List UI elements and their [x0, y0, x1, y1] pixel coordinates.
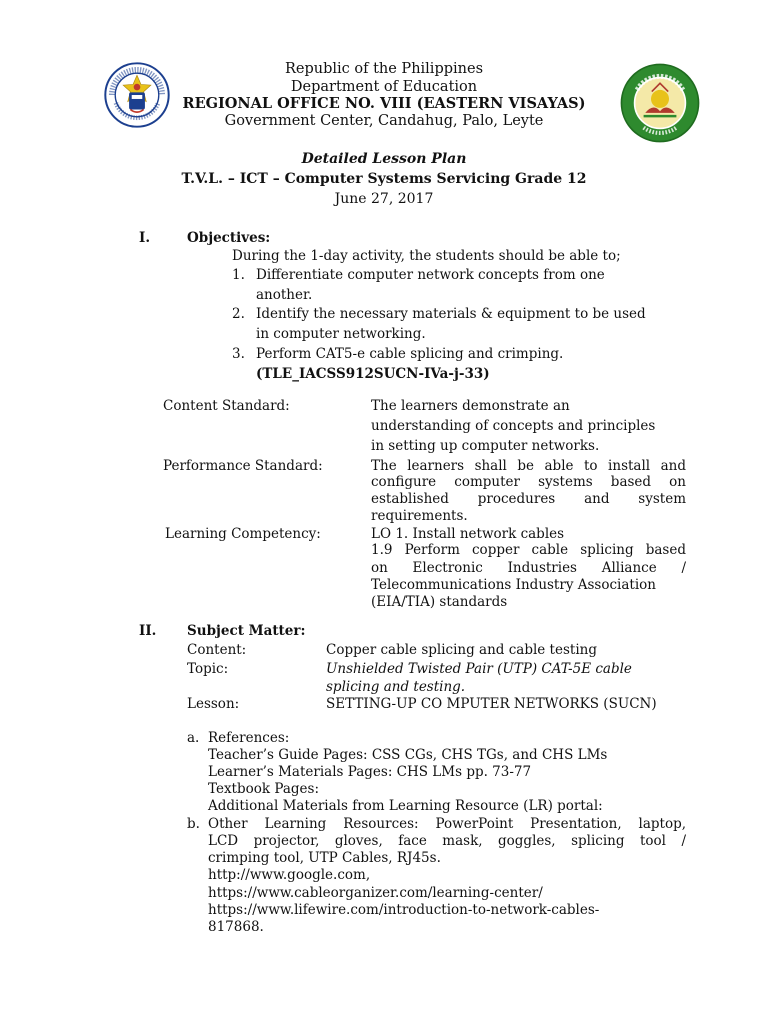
- learning-competency-label: Learning Competency:: [165, 526, 321, 542]
- lesson-label: Lesson:: [187, 696, 240, 712]
- content-standard-label: Content Standard:: [163, 398, 290, 414]
- header-line-republic: Republic of the Philippines: [284, 61, 484, 77]
- objective-3-text: Perform CAT5-e cable splicing and crimping.: [256, 346, 564, 362]
- header-line-department: Department of Education: [290, 79, 478, 95]
- performance-standard-line-2: configure computer systems based on: [371, 474, 686, 490]
- lesson-date: June 27, 2017: [334, 191, 434, 207]
- section-2-heading: Subject Matter:: [187, 623, 306, 639]
- other-resources-line-2: LCD projector, gloves, face mask, goggles, splicing tool /: [208, 833, 686, 849]
- lesson-value: SETTING-UP CO MPUTER NETWORKS (SUCN): [326, 696, 657, 712]
- topic-label: Topic:: [187, 661, 229, 677]
- references-line-2: Learner’s Materials Pages: CHS LMs pp. 73-77: [208, 764, 532, 780]
- link-cableorganizer[interactable]: https://www.cableorganizer.com/learning-center/: [208, 885, 543, 901]
- references-label: References:: [208, 730, 290, 746]
- document-title: Detailed Lesson Plan: [301, 151, 467, 167]
- content-standard-line-1: The learners demonstrate an: [371, 398, 570, 414]
- subject-line: T.V.L. – ICT – Computer Systems Servicing Grade 12: [181, 171, 587, 187]
- objective-1-text-cont: another.: [256, 287, 313, 303]
- header-line-regional-office: REGIONAL OFFICE NO. VIII (EASTERN VISAYAS): [182, 95, 586, 112]
- link-lifewire-cont[interactable]: 817868.: [208, 919, 264, 935]
- other-resources-letter: b.: [187, 816, 200, 832]
- content-standard-line-2: understanding of concepts and principles: [371, 418, 656, 434]
- learning-competency-line-4: Telecommunications Industry Association: [371, 577, 656, 593]
- references-line-1: Teacher’s Guide Pages: CSS CGs, CHS TGs, and CHS LMs: [208, 747, 608, 763]
- objective-2-number: 2.: [232, 306, 245, 322]
- performance-standard-label: Performance Standard:: [163, 458, 323, 474]
- competency-code: (TLE_IACSS912SUCN-IVa-j-33): [256, 366, 490, 382]
- performance-standard-line-3: established procedures and system: [371, 491, 686, 507]
- objective-3-number: 3.: [232, 346, 245, 362]
- objective-1-text: Differentiate computer network concepts from one: [256, 267, 605, 283]
- content-value: Copper cable splicing and cable testing: [326, 642, 597, 658]
- topic-value-line-1: Unshielded Twisted Pair (UTP) CAT-5E cable: [326, 661, 632, 677]
- section-2-number: II.: [139, 623, 157, 639]
- references-line-3: Textbook Pages:: [208, 781, 319, 797]
- objective-2-text: Identify the necessary materials & equipment to be used: [256, 306, 646, 322]
- other-resources-line-3: crimping tool, UTP Cables, RJ45s.: [208, 850, 441, 866]
- performance-standard-line-4: requirements.: [371, 508, 468, 524]
- content-label: Content:: [187, 642, 247, 658]
- learning-competency-line-1: LO 1. Install network cables: [371, 526, 565, 542]
- references-letter: a.: [187, 730, 200, 746]
- topic-value-line-2: splicing and testing.: [326, 679, 466, 695]
- learning-competency-line-3: on Electronic Industries Alliance /: [371, 560, 686, 576]
- performance-standard-line-1: The learners shall be able to install and: [371, 458, 686, 474]
- content-standard-line-3: in setting up computer networks.: [371, 438, 600, 454]
- link-lifewire[interactable]: https://www.lifewire.com/introduction-to-network-cables-: [208, 902, 600, 918]
- learning-competency-line-2: 1.9 Perform copper cable splicing based: [371, 542, 686, 558]
- other-resources-line-1: Other Learning Resources: PowerPoint Presentation, laptop,: [208, 816, 686, 832]
- objectives-intro: During the 1-day activity, the students should be able to;: [232, 248, 621, 264]
- header-line-address: Government Center, Candahug, Palo, Leyte: [224, 113, 544, 129]
- section-1-number: I.: [139, 230, 151, 246]
- objective-2-text-cont: in computer networking.: [256, 326, 426, 342]
- objective-1-number: 1.: [232, 267, 245, 283]
- learning-competency-line-5: (EIA/TIA) standards: [371, 594, 508, 610]
- section-1-heading: Objectives:: [187, 230, 271, 246]
- references-line-4: Additional Materials from Learning Resource (LR) portal:: [208, 798, 603, 814]
- link-google[interactable]: http://www.google.com,: [208, 867, 371, 883]
